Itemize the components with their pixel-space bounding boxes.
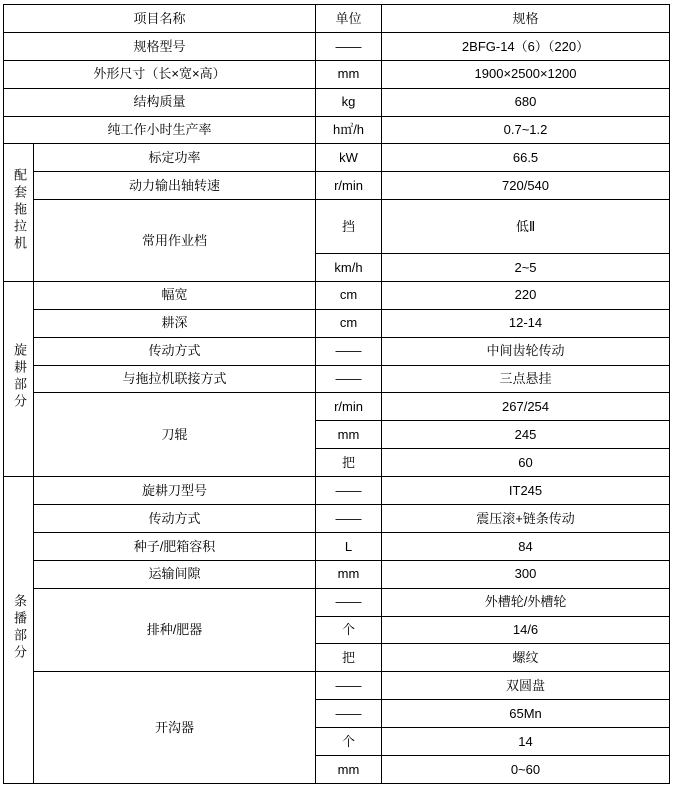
- group-label-tractor: 配套拖拉机: [4, 144, 34, 281]
- row-unit: ——: [316, 588, 382, 616]
- row-unit: ——: [316, 700, 382, 728]
- row-value: 680: [382, 88, 670, 116]
- row-unit: r/min: [316, 393, 382, 421]
- row-unit: 挡: [316, 200, 382, 254]
- row-value: 螺纹: [382, 644, 670, 672]
- row-name: 排种/肥器: [34, 588, 316, 672]
- row-name: 传动方式: [34, 504, 316, 532]
- row-value: 14/6: [382, 616, 670, 644]
- row-value: 66.5: [382, 144, 670, 172]
- row-value: 60: [382, 449, 670, 477]
- row-unit: mm: [316, 421, 382, 449]
- header-spec: 规格: [382, 5, 670, 33]
- row-unit: ——: [316, 365, 382, 393]
- row-name: 标定功率: [34, 144, 316, 172]
- table-row: [4, 116, 670, 144]
- row-name: 耕深: [34, 309, 316, 337]
- row-unit: 个: [316, 728, 382, 756]
- table-header-row: [4, 5, 670, 33]
- row-value: 2~5: [382, 253, 670, 281]
- table-row: [4, 337, 670, 365]
- row-name: 传动方式: [34, 337, 316, 365]
- row-unit: r/min: [316, 172, 382, 200]
- row-unit: kg: [316, 88, 382, 116]
- row-name: 刀辊: [34, 393, 316, 477]
- table-row: [4, 281, 670, 309]
- table-row: [4, 309, 670, 337]
- header-unit: 单位: [316, 5, 382, 33]
- table-row: [4, 144, 670, 172]
- table-row: [4, 477, 670, 505]
- row-value: 0~60: [382, 755, 670, 783]
- table-row: [4, 672, 670, 700]
- row-value: 720/540: [382, 172, 670, 200]
- row-unit: cm: [316, 309, 382, 337]
- row-unit: mm: [316, 560, 382, 588]
- row-value: 三点悬挂: [382, 365, 670, 393]
- row-unit: 把: [316, 449, 382, 477]
- group-label-rotary-tiller: 旋耕部分: [4, 281, 34, 476]
- row-unit: L: [316, 532, 382, 560]
- row-name: 与拖拉机联接方式: [34, 365, 316, 393]
- row-value: 双圆盘: [382, 672, 670, 700]
- table-row: [4, 32, 670, 60]
- row-value: 12-14: [382, 309, 670, 337]
- row-name: 动力输出轴转速: [34, 172, 316, 200]
- row-unit: 把: [316, 644, 382, 672]
- row-name: 开沟器: [34, 672, 316, 784]
- row-name: 结构质量: [4, 88, 316, 116]
- row-value: 2BFG-14（6）（220）: [382, 32, 670, 60]
- table-row: [4, 60, 670, 88]
- row-unit: ——: [316, 672, 382, 700]
- table-row: [4, 504, 670, 532]
- row-value: 14: [382, 728, 670, 756]
- group-label-drill-seeding: 条播部分: [4, 477, 34, 784]
- row-unit: h㎡/h: [316, 116, 382, 144]
- row-unit: cm: [316, 281, 382, 309]
- row-value: 220: [382, 281, 670, 309]
- table-row: [4, 560, 670, 588]
- row-name: 规格型号: [4, 32, 316, 60]
- row-name: 常用作业档: [34, 200, 316, 282]
- row-name: 旋耕刀型号: [34, 477, 316, 505]
- row-value: 267/254: [382, 393, 670, 421]
- row-value: 低Ⅱ: [382, 200, 670, 254]
- row-name: 外形尺寸（长×宽×高）: [4, 60, 316, 88]
- row-value: IT245: [382, 477, 670, 505]
- row-value: 震压滚+链条传动: [382, 504, 670, 532]
- row-unit: ——: [316, 32, 382, 60]
- row-value: 245: [382, 421, 670, 449]
- row-unit: mm: [316, 60, 382, 88]
- table-row: [4, 88, 670, 116]
- table-row: [4, 393, 670, 421]
- row-unit: ——: [316, 504, 382, 532]
- row-unit: ——: [316, 477, 382, 505]
- row-unit: kW: [316, 144, 382, 172]
- row-unit: 个: [316, 616, 382, 644]
- row-name: 纯工作小时生产率: [4, 116, 316, 144]
- table-row: [4, 172, 670, 200]
- header-item: 项目名称: [4, 5, 316, 33]
- row-value: 外槽轮/外槽轮: [382, 588, 670, 616]
- row-name: 运输间隙: [34, 560, 316, 588]
- row-name: 幅宽: [34, 281, 316, 309]
- table-row: [4, 532, 670, 560]
- row-unit: km/h: [316, 253, 382, 281]
- table-row: [4, 200, 670, 254]
- row-value: 0.7~1.2: [382, 116, 670, 144]
- row-value: 300: [382, 560, 670, 588]
- row-value: 65Mn: [382, 700, 670, 728]
- specification-table: [3, 4, 670, 784]
- row-value: 1900×2500×1200: [382, 60, 670, 88]
- row-unit: ——: [316, 337, 382, 365]
- table-row: [4, 588, 670, 616]
- row-value: 中间齿轮传动: [382, 337, 670, 365]
- table-row: [4, 365, 670, 393]
- row-unit: mm: [316, 755, 382, 783]
- row-name: 种子/肥箱容积: [34, 532, 316, 560]
- row-value: 84: [382, 532, 670, 560]
